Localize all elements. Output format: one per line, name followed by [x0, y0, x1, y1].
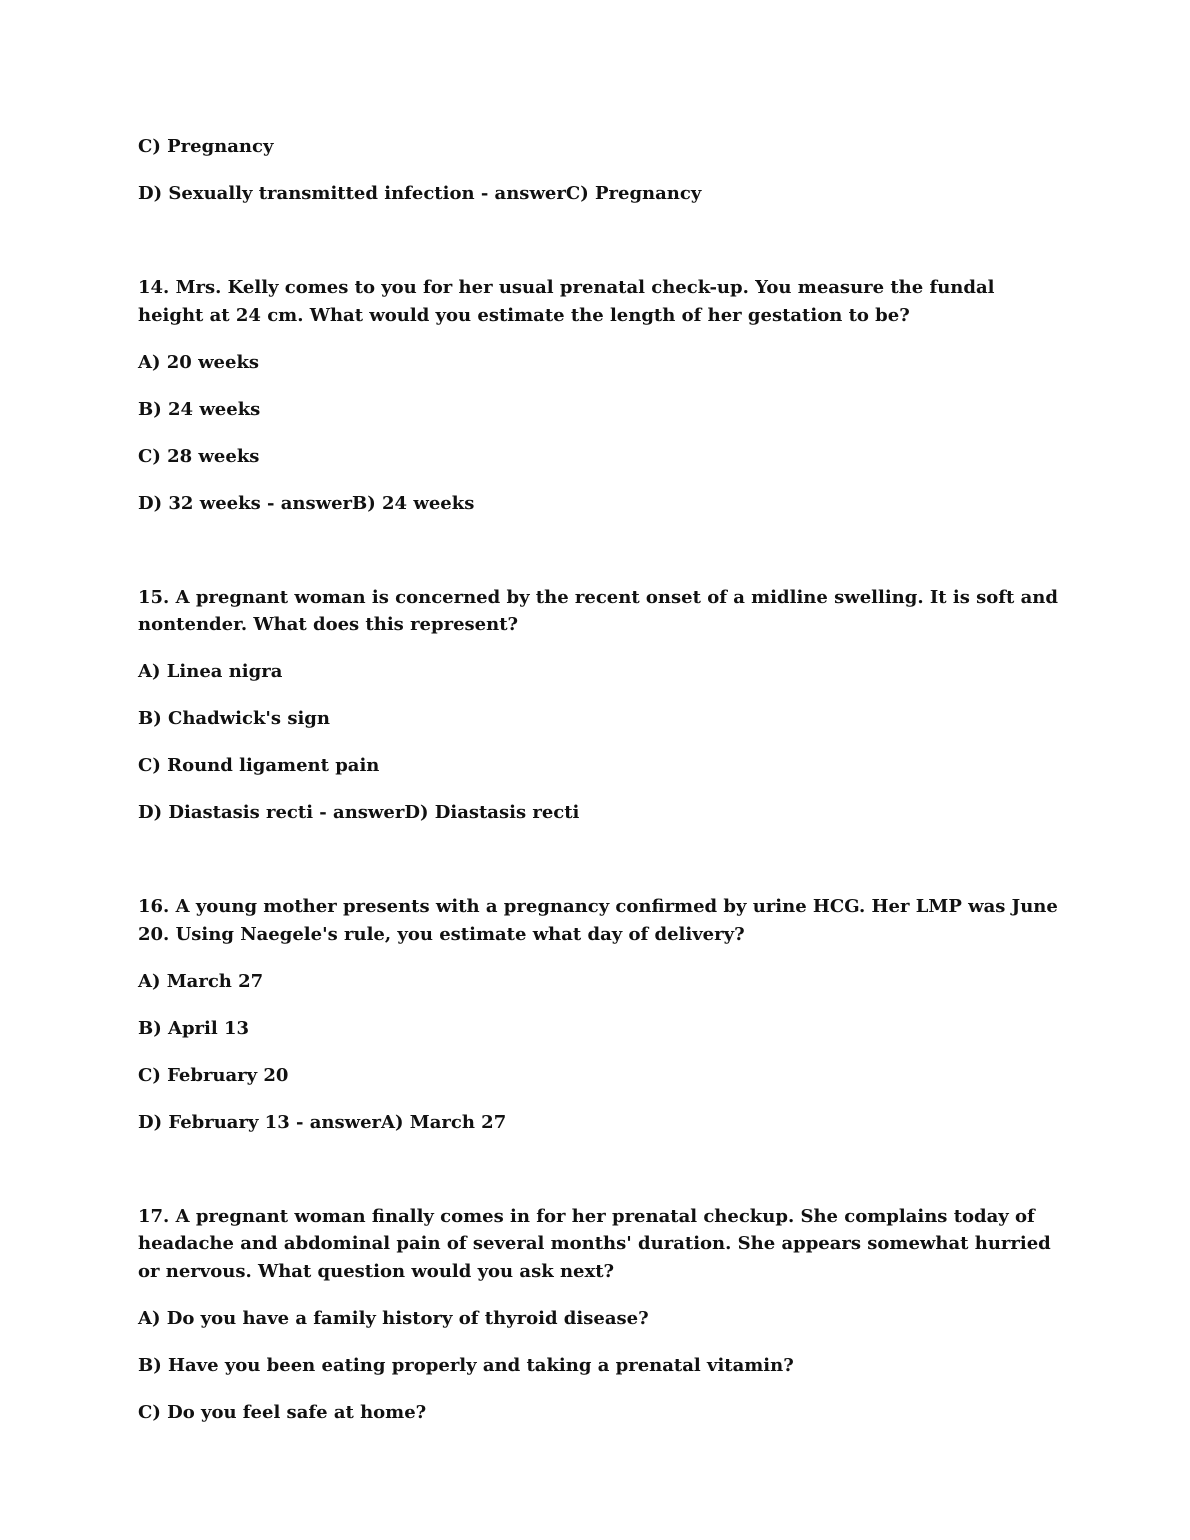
- spacer: [138, 227, 1058, 274]
- question-14: 14. Mrs. Kelly comes to you for her usual prenatal check-up. You measure the fundal height at 24 cm. What would you estimate the length of her gestation to be?: [138, 277, 995, 326]
- spacer: [138, 1156, 1058, 1203]
- q15-option-b: B) Chadwick's sign: [138, 708, 330, 729]
- q16-option-d-answer: D) February 13 - answerA) March 27: [138, 1111, 507, 1133]
- document-content: [138, 133, 1058, 1446]
- spacer: [138, 846, 1058, 893]
- spacer: [138, 537, 1058, 584]
- q16-option-c: C) February 20: [138, 1064, 289, 1086]
- q17-option-b: B) Have you been eating properly and taking a prenatal vitamin?: [138, 1354, 794, 1376]
- q14-option-a: A) 20 weeks: [138, 351, 260, 373]
- question-17: 17. A pregnant woman finally comes in for her prenatal checkup. She complains today of headache and abdominal pain of several months' duration. She appears somewhat hurried or nervous. What question would you ask next?: [138, 1205, 1051, 1282]
- q14-option-c: C) 28 weeks: [138, 445, 260, 467]
- q15-option-a: A) Linea nigra: [138, 661, 283, 682]
- option-d-q13-answer: D) Sexually transmitted infection - answerC) Pregnancy: [138, 183, 702, 204]
- question-15: 15. A pregnant woman is concerned by the recent onset of a midline swelling. It is soft and nontender. What does this represent?: [138, 586, 1058, 635]
- q16-option-b: B) April 13: [138, 1017, 250, 1039]
- q17-option-c: C) Do you feel safe at home?: [138, 1401, 427, 1423]
- q14-option-d-answer: D) 32 weeks - answerB) 24 weeks: [138, 492, 475, 514]
- q15-option-d-answer: D) Diastasis recti - answerD) Diastasis recti: [138, 802, 580, 823]
- option-c-q13: C) Pregnancy: [138, 136, 274, 157]
- q14-option-b: B) 24 weeks: [138, 398, 261, 420]
- q15-option-c: C) Round ligament pain: [138, 755, 380, 776]
- q16-option-a: A) March 27: [138, 970, 264, 992]
- q17-option-a: A) Do you have a family history of thyroid disease?: [138, 1307, 649, 1329]
- question-16: 16. A young mother presents with a pregnancy confirmed by urine HCG. Her LMP was June 20. Using Naegele's rule, you estimate what day of delivery?: [138, 896, 1058, 945]
